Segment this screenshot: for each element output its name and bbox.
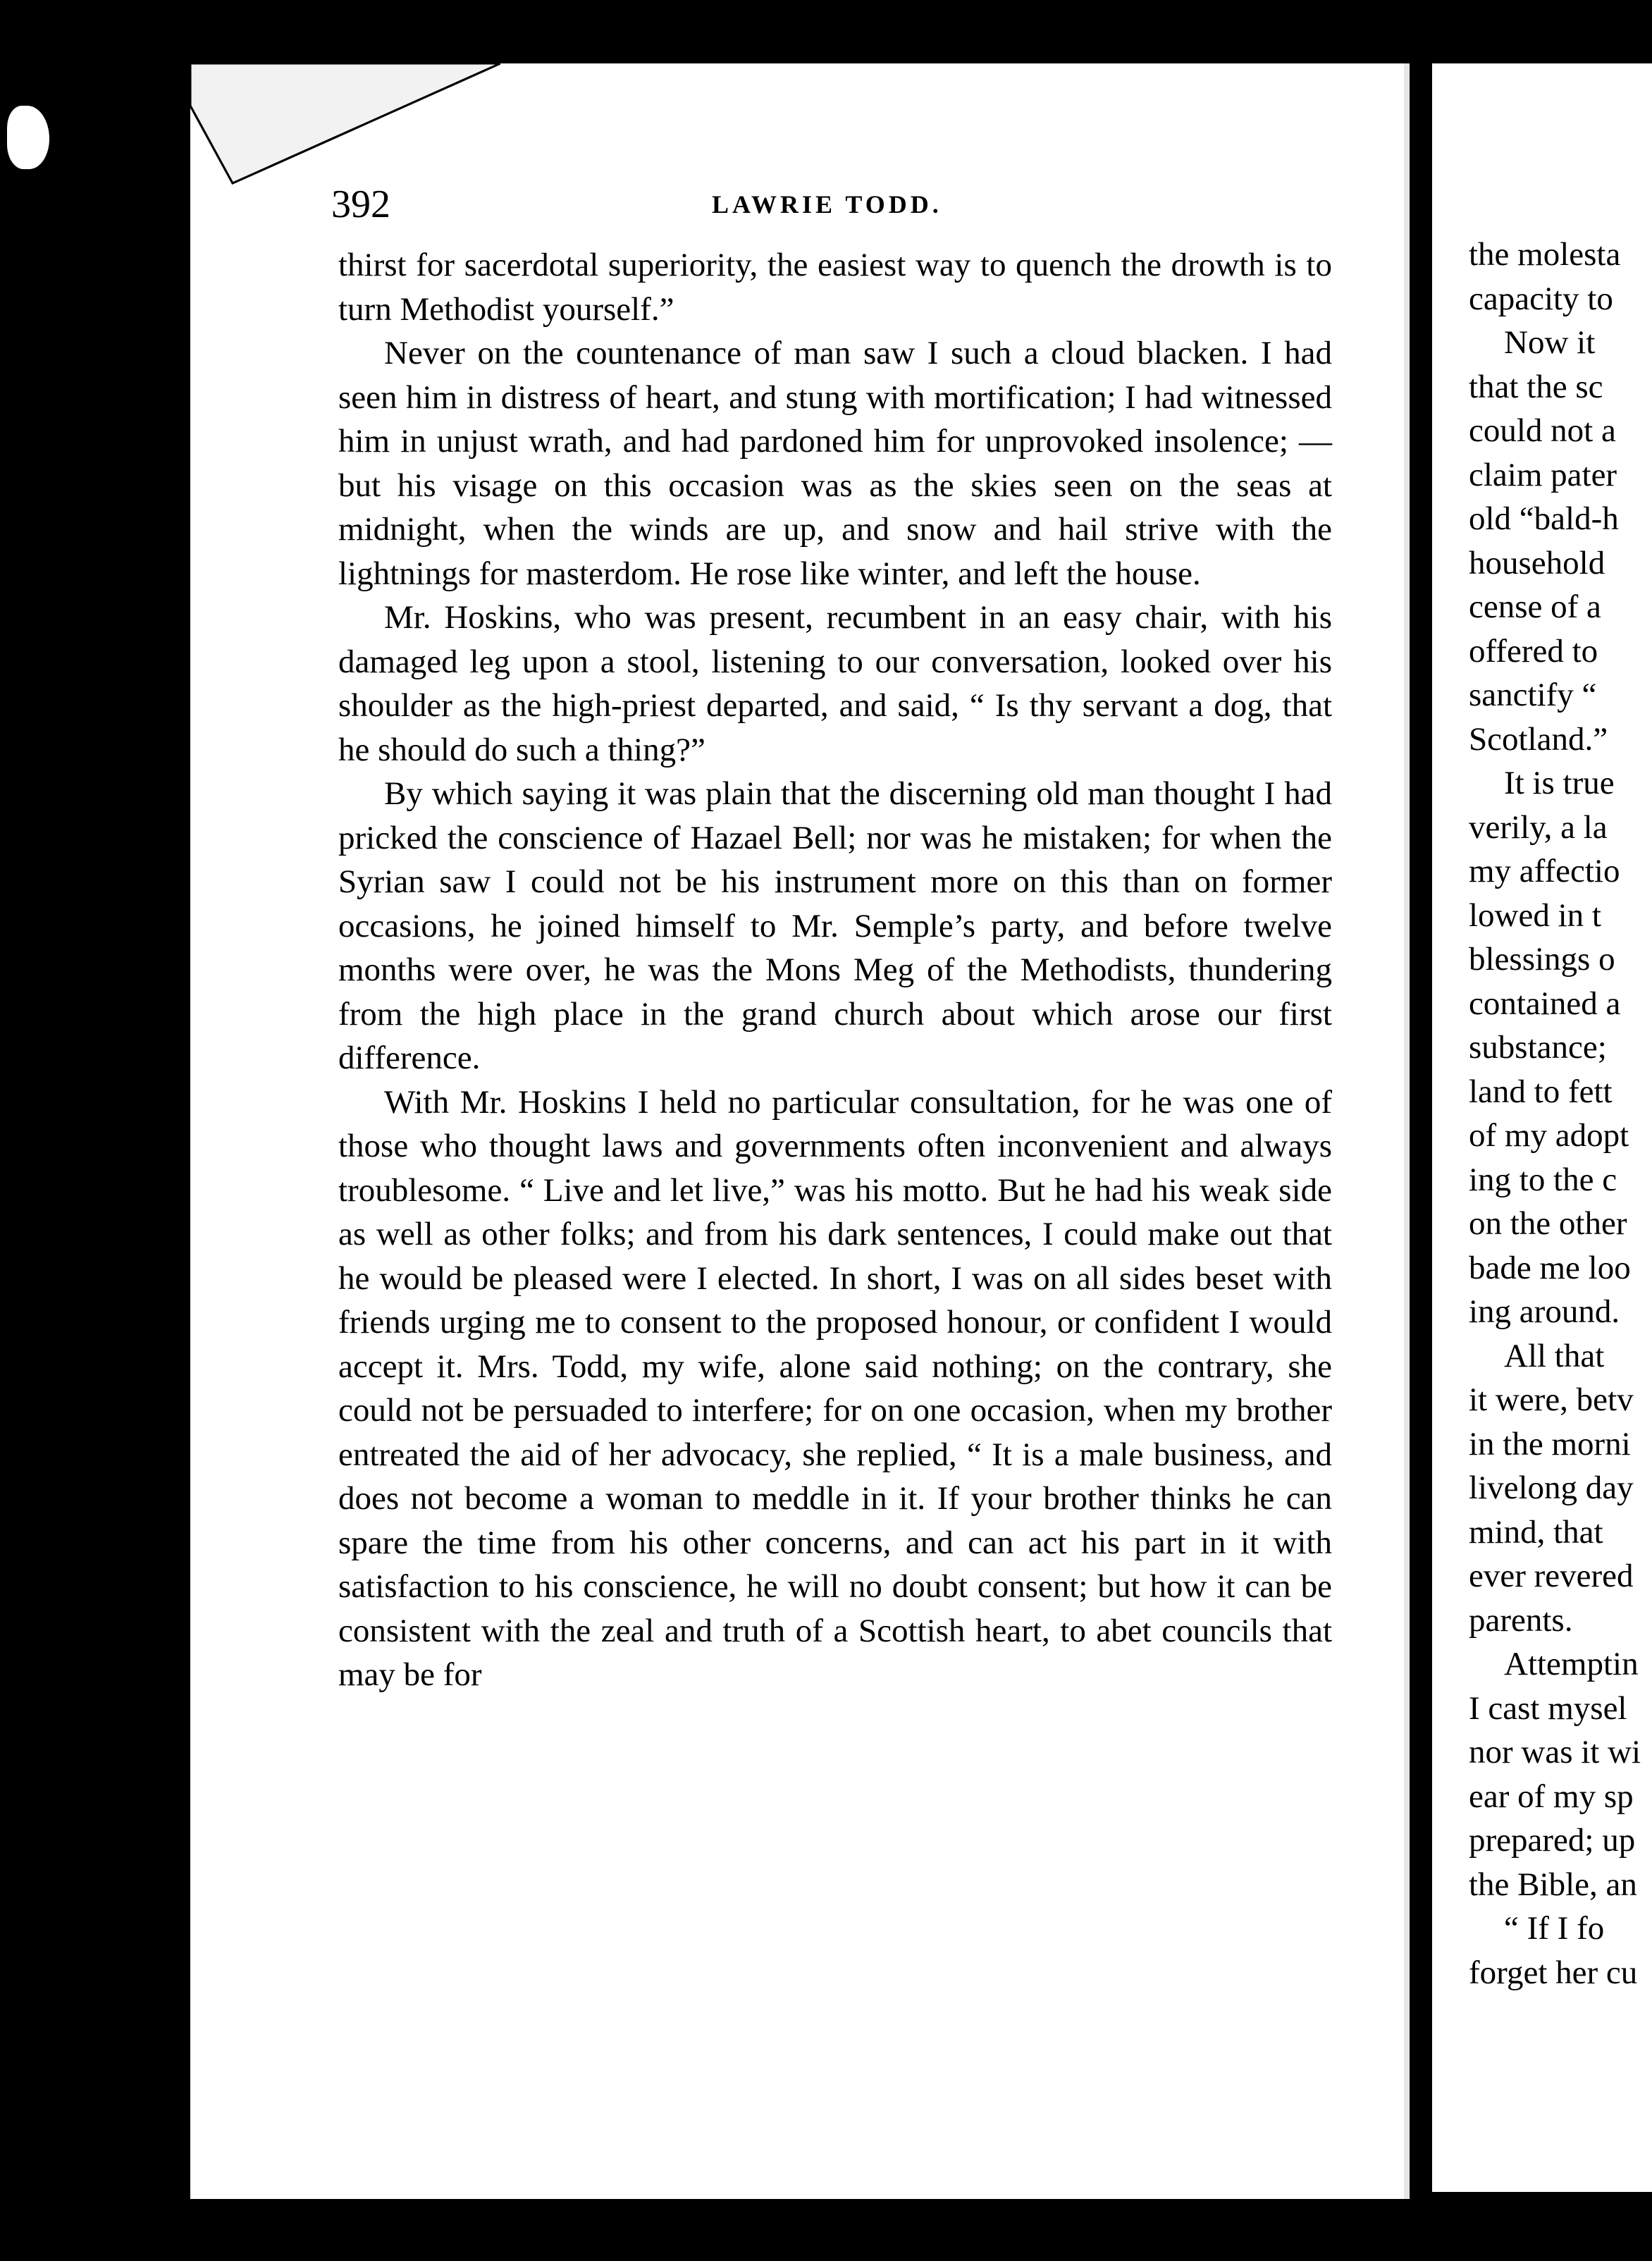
facing-page-line: verily, a la: [1469, 808, 1608, 846]
facing-page-line: blessings o: [1469, 941, 1615, 978]
facing-page-line: livelong day: [1469, 1470, 1634, 1506]
facing-page-line: parents.: [1469, 1601, 1573, 1639]
facing-page-line: All that: [1504, 1337, 1605, 1374]
facing-page-line: claim pater: [1469, 456, 1617, 493]
facing-page-line: that the sc: [1469, 368, 1603, 405]
facing-page-line: in the morni: [1469, 1425, 1631, 1462]
facing-page-line: “ If I fo: [1504, 1910, 1605, 1947]
facing-page-line: contained a: [1469, 985, 1621, 1022]
facing-page-line: ear of my sp: [1469, 1778, 1634, 1815]
facing-page-line: sanctify “: [1469, 677, 1597, 713]
facing-page-line: on the other: [1469, 1205, 1627, 1242]
facing-page-line: it were, betv: [1469, 1381, 1634, 1418]
body-text: [338, 243, 1332, 1697]
facing-page-line: old “bald-h: [1469, 500, 1619, 537]
facing-page-line: Scotland.”: [1469, 720, 1608, 758]
facing-page-line: nor was it wi: [1469, 1734, 1641, 1770]
paragraph: thirst for sacerdotal superiority, the easiest way to quench the drowth is to turn Methodist yourself.”: [338, 247, 1332, 328]
facing-page: [1432, 63, 1652, 2192]
facing-page-line: offered to: [1469, 632, 1598, 670]
running-head: [331, 176, 1381, 233]
paragraph: With Mr. Hoskins I held no particular consultation, for he was one of those who thought laws and governments often inconvenient and always troublesome. “ Live and let live,” was his motto. But he had his weak side as well as other folks; and from his dark sentences, I could make out that he would be pleased were I elected. In short, I was on all sides beset with friends urging me to consent to the proposed honour, or confident I would accept it. Mrs. Todd, my wife, alone said nothing; on the contrary, she could not be persuaded to interfere; for on one occasion, when my brother entreated the aid of her advocacy, she replied, “ It is a male business, and does not become a woman to meddle in it. If your brother thinks he can spare the time from his other concerns, and can act his part in it with satisfaction to his conscience, he will no doubt consent; but how it can be consistent with the zeal and truth of a Scottish heart, to abet councils that may be for: [338, 1083, 1332, 1693]
facing-page-line: of my adopt: [1469, 1117, 1629, 1154]
facing-page-line: land to fett: [1469, 1073, 1613, 1110]
facing-page-line: mind, that: [1469, 1513, 1603, 1551]
paragraph: By which saying it was plain that the discerning old man thought I had pricked the conscience of Hazael Bell; nor was he mistaken; for when the Syrian saw I could not be his instrument more on this than on former occasions, he joined himself to Mr. Semple’s party, and before twelve months were over, he was the Mons Meg of the Methodists, thundering from the high place in the grand church about which arose our first difference.: [338, 775, 1332, 1076]
facing-page-line: forget her cu: [1469, 1954, 1638, 1991]
facing-page-line: ever revered: [1469, 1558, 1634, 1594]
left-page: [190, 63, 1410, 2199]
facing-page-line: my affectio: [1469, 853, 1620, 889]
book-title: LAWRIE TODD.: [712, 190, 942, 218]
page-number: 392: [331, 183, 390, 226]
facing-page-line: the molesta: [1469, 236, 1621, 273]
facing-page-line: I cast mysel: [1469, 1689, 1627, 1727]
facing-page-line: could not a: [1469, 412, 1616, 449]
facing-page-line: capacity to: [1469, 280, 1613, 317]
facing-page-line: cense of a: [1469, 589, 1601, 625]
facing-page-line: lowed in t: [1469, 897, 1601, 934]
facing-page-text: [1469, 233, 1652, 1995]
paragraph: Never on the countenance of man saw I such a cloud blacken. I had seen him in distress of heart, and stung with mortification; I had witnessed him in unjust wrath, and had pardoned him for unprovoked insolence; — but his visage on this occasion was as the skies seen on the seas at midnight, when the winds are up, and snow and hail strive with the lightnings for masterdom. He rose like winter, and left the house.: [338, 335, 1332, 592]
facing-page-line: prepared; up: [1469, 1822, 1636, 1859]
facing-page-line: household: [1469, 544, 1605, 581]
facing-page-line: It is true: [1504, 765, 1615, 801]
paragraph: Mr. Hoskins, who was present, recumbent in an easy chair, with his damaged leg upon a stool, listening to our conversation, looked over his shoulder as the high-priest departed, and said, “ Is thy servant a dog, that he should do such a thing?”: [338, 599, 1332, 768]
facing-page-line: substance;: [1469, 1029, 1607, 1066]
scan-edge-mark: [7, 106, 49, 169]
facing-page-line: Attemptin: [1504, 1646, 1639, 1682]
facing-page-line: Now it: [1504, 324, 1596, 361]
facing-page-line: bade me loo: [1469, 1249, 1631, 1286]
facing-page-line: the Bible, an: [1469, 1866, 1637, 1903]
facing-page-line: ing to the c: [1469, 1161, 1617, 1198]
facing-page-line: ing around.: [1469, 1293, 1620, 1330]
